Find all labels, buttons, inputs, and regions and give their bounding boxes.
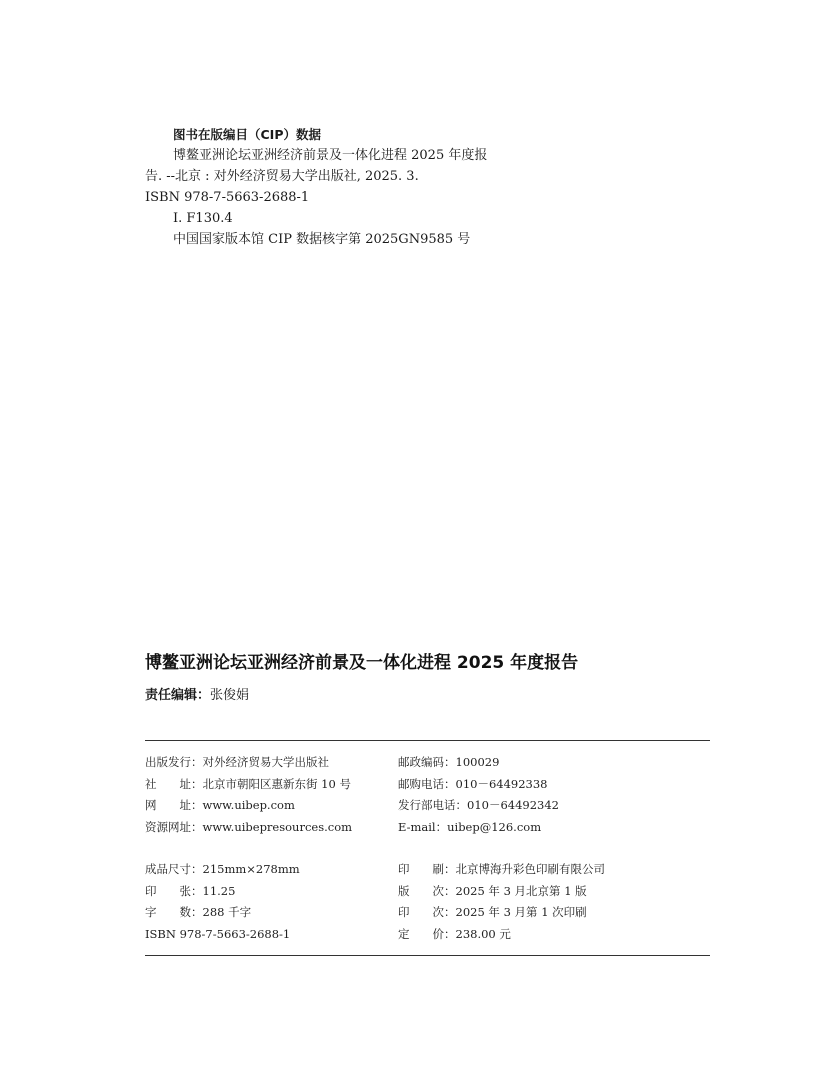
publisher-info: [145, 752, 710, 838]
distribution-phone: 发行部电话：010－64492342: [398, 798, 559, 812]
postal-code: 邮政编码：100029: [398, 755, 500, 769]
book-title: 博鳌亚洲论坛亚洲经济前景及一体化进程 2025 年度报告: [145, 653, 579, 673]
printing: 印 次：2025 年 3 月第 1 次印刷: [398, 905, 587, 919]
printer: 印 刷：北京博海升彩色印刷有限公司: [398, 862, 605, 876]
info-row: [145, 774, 710, 796]
info-row: [145, 752, 710, 774]
editor-name: 张俊娟: [210, 688, 250, 703]
publisher-email: E-mail：uibep@126.com: [398, 819, 542, 834]
publisher-website: 网 址：www.uibep.com: [145, 798, 295, 812]
resources-website: 资源网址：www.uibepresources.com: [145, 819, 353, 834]
edition: 版 次：2025 年 3 月北京第 1 版: [398, 883, 587, 898]
printed-sheets: 印 张：11.25: [145, 883, 236, 898]
info-row: [145, 859, 710, 881]
cip-isbn: ISBN 978-7-5663-2688-1: [145, 190, 310, 205]
publisher-address: 社 址：北京市朝阳区惠新东街 10 号: [145, 776, 351, 791]
isbn: ISBN 978-7-5663-2688-1: [145, 926, 291, 941]
cip-book-title-line: 博鳌亚洲论坛亚洲经济前景及一体化进程 2025 年度报: [173, 148, 488, 163]
info-row: [145, 902, 710, 924]
word-count: 字 数：288 千字: [145, 905, 252, 919]
mail-order-phone: 邮购电话：010－64492338: [398, 776, 548, 791]
print-info: [145, 859, 710, 945]
responsible-editor: [145, 684, 249, 703]
cip-classification: Ⅰ. F130.4: [173, 211, 233, 226]
info-row: [145, 924, 710, 946]
price: 定 价：238.00 元: [398, 926, 511, 941]
cip-heading: 图书在版编目（CIP）数据: [173, 127, 321, 142]
cip-publication-line: 告. --北京 : 对外经济贸易大学出版社, 2025. 3.: [145, 169, 419, 184]
bottom-divider: [145, 955, 710, 956]
info-row: [145, 795, 710, 817]
top-divider: [145, 740, 710, 741]
publisher-name: 出版发行：对外经济贸易大学出版社: [145, 755, 329, 769]
cip-data-block: [145, 124, 545, 250]
trim-size: 成品尺寸：215mm×278mm: [145, 862, 300, 876]
info-row: [145, 817, 710, 839]
info-row: [145, 881, 710, 903]
editor-label: 责任编辑：: [145, 688, 211, 703]
cip-record-number: 中国国家版本馆 CIP 数据核字第 2025GN9585 号: [173, 232, 471, 247]
